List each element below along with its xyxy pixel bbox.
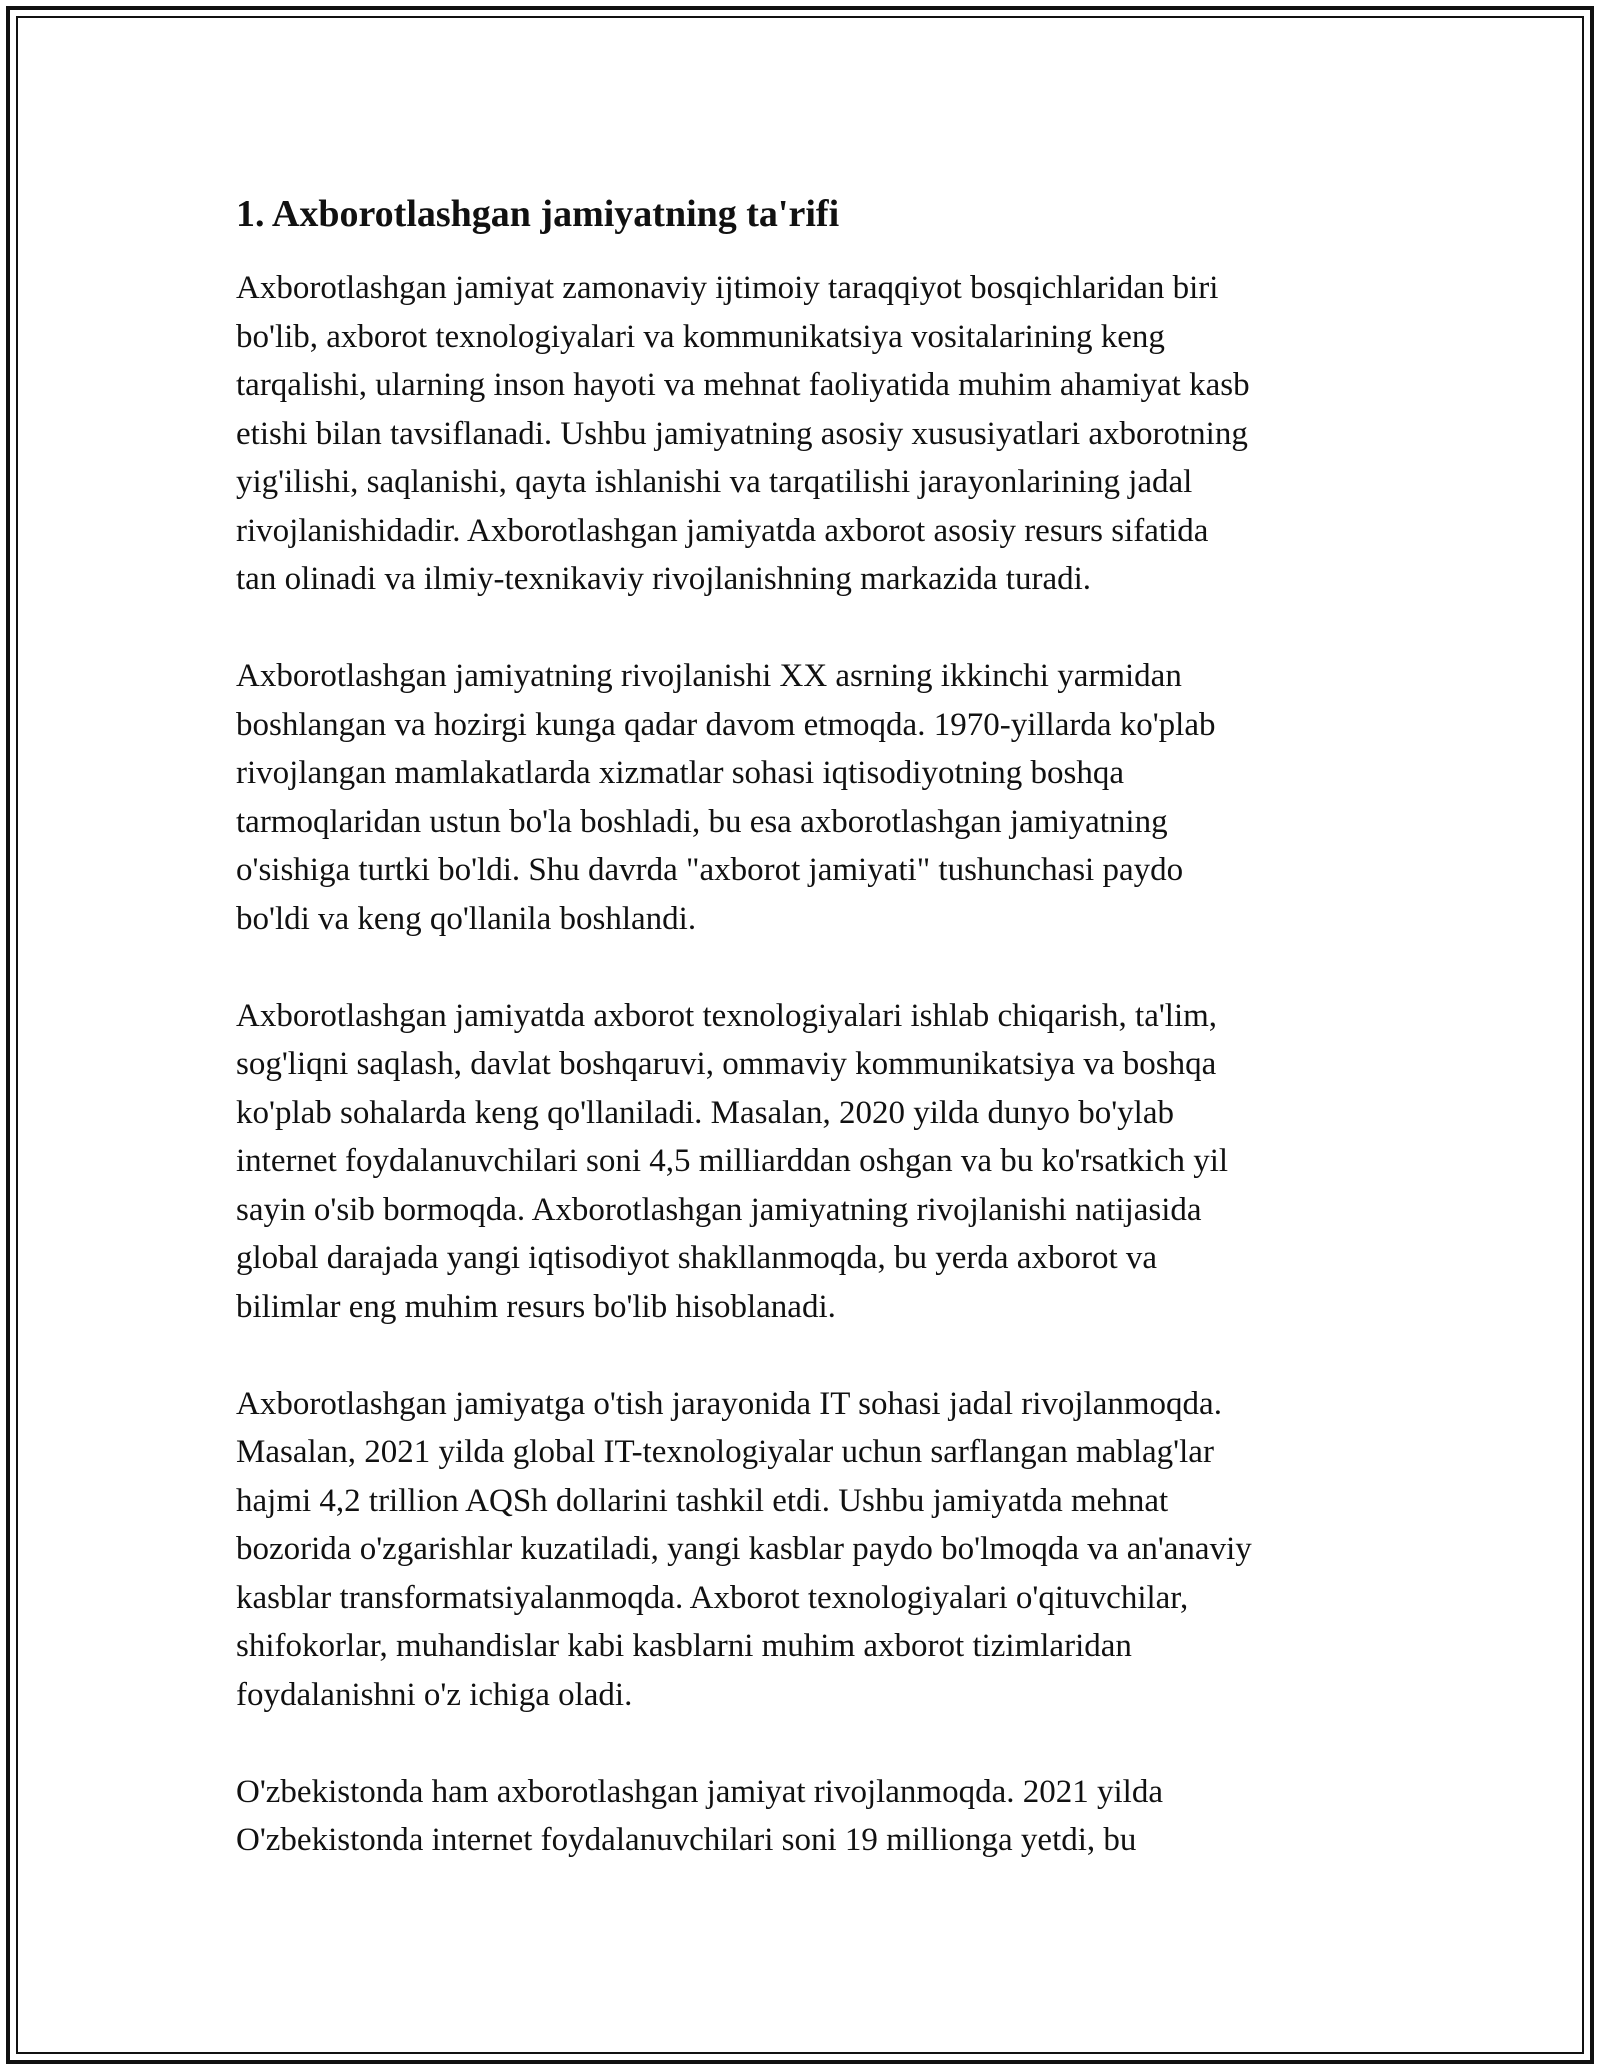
paragraph-line: shifokorlar, muhandislar kabi kasblarni muhim axborot tizimlaridan xyxy=(236,1628,1132,1664)
paragraph-line: sog'liqni saqlash, davlat boshqaruvi, ommaviy kommunikatsiya va boshqa xyxy=(236,1046,1217,1082)
paragraph-line: sayin o'sib bormoqda. Axborotlashgan jamiyatning rivojlanishi natijasida xyxy=(236,1191,1202,1228)
paragraph-line: internet foydalanuvchilari soni 4,5 milliarddan oshgan va bu ko'rsatkich yil xyxy=(236,1143,1229,1179)
paragraph-line: Axborotlashgan jamiyatning rivojlanishi XX asrning ikkinchi yarmidan xyxy=(236,658,1182,694)
paragraph-4 xyxy=(236,1380,1376,1720)
paragraph-line: bo'ldi va keng qo'llanila boshlandi. xyxy=(236,900,697,937)
paragraph-1 xyxy=(236,264,1376,604)
paragraph-line: Masalan, 2021 yilda global IT-texnologiyalar uchun sarflangan mablag'lar xyxy=(236,1434,1214,1470)
paragraph-line: rivojlanishidadir. Axborotlashgan jamiyatda axborot asosiy resurs sifatida xyxy=(236,512,1209,549)
paragraph-line: O'zbekistonda internet foydalanuvchilari soni 19 millionga yetdi, bu xyxy=(236,1822,1137,1858)
paragraph-2 xyxy=(236,652,1376,943)
paragraph-line: Axborotlashgan jamiyatda axborot texnologiyalari ishlab chiqarish, ta'lim, xyxy=(236,997,1218,1034)
paragraph-spacer xyxy=(236,604,1376,653)
paragraph-line: tan olinadi va ilmiy-texnikaviy rivojlanishning markazida turadi. xyxy=(236,561,1092,597)
paragraph-line: bilimlar eng muhim resurs bo'lib hisoblanadi. xyxy=(236,1288,836,1325)
paragraph-spacer xyxy=(236,943,1376,992)
paragraph-line: foydalanishni o'z ichiga oladi. xyxy=(236,1676,633,1713)
paragraph-line: bozorida o'zgarishlar kuzatiladi, yangi kasblar paydo bo'lmoqda va an'anaviy xyxy=(236,1531,1252,1567)
paragraph-line: Axborotlashgan jamiyat zamonaviy ijtimoiy taraqqiyot bosqichlaridan biri xyxy=(236,270,1219,306)
paragraph-line: etishi bilan tavsiflanadi. Ushbu jamiyatning asosiy xususiyatlari axborotning xyxy=(236,415,1248,452)
paragraph-line: tarmoqlaridan ustun bo'la boshladi, bu esa axborotlashgan jamiyatning xyxy=(236,803,1168,840)
paragraph-3 xyxy=(236,992,1376,1332)
paragraph-line: bo'lib, axborot texnologiyalari va kommunikatsiya vositalarining keng xyxy=(236,318,1165,355)
document-body xyxy=(236,186,1376,1865)
paragraph-spacer xyxy=(236,1719,1376,1768)
paragraph-line: tarqalishi, ularning inson hayoti va mehnat faoliyatida muhim ahamiyat kasb xyxy=(236,367,1250,403)
paragraph-line: O'zbekistonda ham axborotlashgan jamiyat rivojlanmoqda. 2021 yilda xyxy=(236,1773,1163,1810)
paragraph-line: hajmi 4,2 trillion AQSh dollarini tashkil etdi. Ushbu jamiyatda mehnat xyxy=(236,1482,1169,1519)
paragraph-line: Axborotlashgan jamiyatga o'tish jarayonida IT sohasi jadal rivojlanmoqda. xyxy=(236,1385,1222,1422)
paragraph-5 xyxy=(236,1768,1376,1865)
paragraph-line: ko'plab sohalarda keng qo'llaniladi. Masalan, 2020 yilda dunyo bo'ylab xyxy=(236,1094,1174,1131)
paragraph-line: global darajada yangi iqtisodiyot shakllanmoqda, bu yerda axborot va xyxy=(236,1240,1158,1276)
paragraph-line: kasblar transformatsiyalanmoqda. Axborot texnologiyalari o'qituvchilar, xyxy=(236,1579,1189,1616)
paragraph-line: yig'ilishi, saqlanishi, qayta ishlanishi va tarqatilishi jarayonlarining jadal xyxy=(236,464,1193,500)
paragraph-spacer xyxy=(236,1331,1376,1380)
paragraph-line: boshlangan va hozirgi kunga qadar davom etmoqda. 1970-yillarda ko'plab xyxy=(236,706,1216,743)
paragraph-line: rivojlangan mamlakatlarda xizmatlar sohasi iqtisodiyotning boshqa xyxy=(236,755,1125,791)
section-heading: 1. Axborotlashgan jamiyatning ta'rifi xyxy=(236,193,840,235)
paragraph-line: o'sishiga turtki bo'ldi. Shu davrda "axborot jamiyati" tushunchasi paydo xyxy=(236,852,1184,888)
